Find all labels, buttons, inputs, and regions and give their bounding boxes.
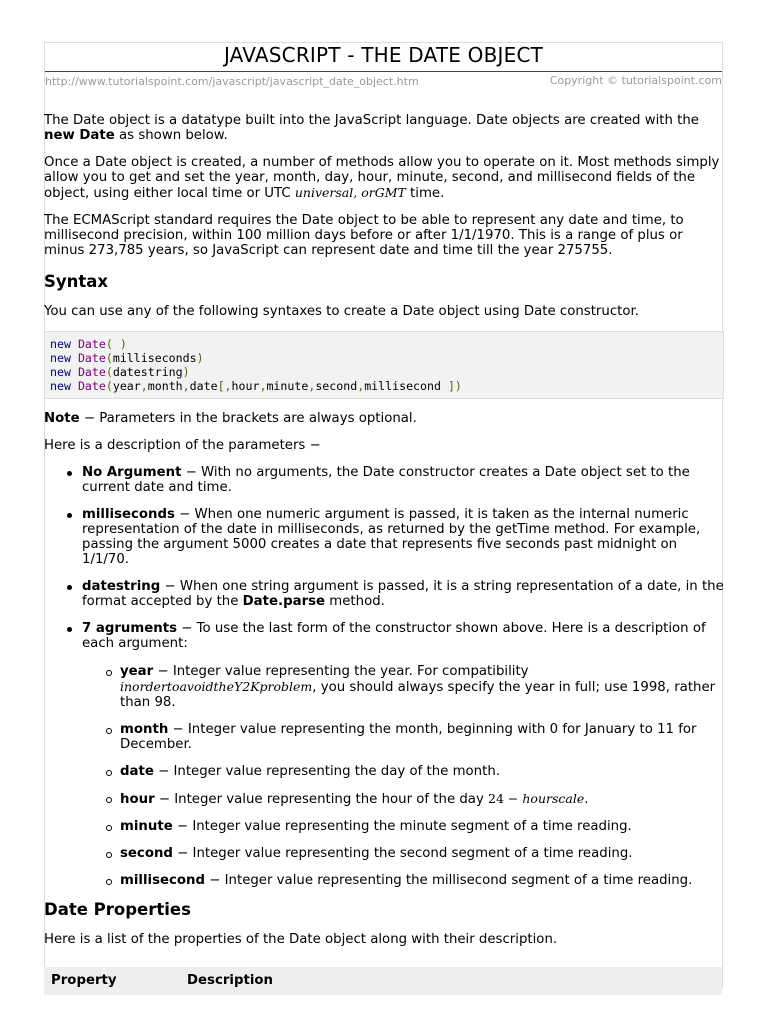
page-title: JAVASCRIPT - THE DATE OBJECT <box>223 43 544 67</box>
intro-text-end: time. <box>405 186 445 201</box>
parameter-list <box>44 465 724 888</box>
list-item: 7 agruments − To use the last form of the constructor shown above. Here is a description of each argument: year − Integer value representing the year. For compatibility inordertoavoidtheY2Kproblem, you should always specify the year in full; use 1998, rather than 98. month − Integer value representing the month, beginning with 0 for January to 11 for December. date − Integer value representing the day of the month. hour − Integer value representing the hour of the day 24 − hourscale. minute − Integer value representing the minute segment of a time reading. second − Integer value representing the second segment of a time reading. millisecond − Integer value representing the millisecond segment of a time reading. <box>82 621 724 888</box>
params-intro: Here is a description of the parameters − <box>44 438 321 453</box>
list-item: datestring − When one string argument is passed, it is a string representation of a date, in the format accepted by the Date.parse method. <box>82 579 724 609</box>
note-text: − Parameters in the brackets are always optional. <box>79 411 417 426</box>
code-line-3: new Date(datestring) <box>50 365 190 379</box>
intro-new-date: new Date <box>44 128 115 143</box>
note-label: Note <box>44 411 80 426</box>
list-item: minute − Integer value representing the minute segment of a time reading. <box>120 819 724 834</box>
column-header-property: Property <box>51 973 117 988</box>
argument-list <box>82 664 724 888</box>
code-line-4: new Date(year,month,date[,hour,minute,second,millisecond ]) <box>50 379 462 393</box>
list-item: milliseconds − When one numeric argument is passed, it is taken as the internal numeric representation of the date in milliseconds, as returned by the getTime method. For example, passing the argument 5000 creates a date that represents five seconds past midnight on 1/1/70. <box>82 507 724 567</box>
utc-formula: universal, orGMT <box>294 185 406 200</box>
intro-paragraph-2 <box>44 155 724 201</box>
properties-table-header <box>44 967 722 995</box>
properties-description: Here is a list of the properties of the Date object along with their description. <box>44 932 558 947</box>
intro-text: Once a Date object is created, a number of methods allow you to operate on it. Most methods simply allow you to get and set the year, month, day, hour, minute, second, and millisecond fields of the object, using either local time or UTC <box>44 155 720 201</box>
code-block <box>44 331 724 399</box>
intro-text: The Date object is a datatype built into the JavaScript language. Date objects are created with the <box>44 113 699 128</box>
column-header-description: Description <box>187 973 274 988</box>
list-item: No Argument − With no arguments, the Date constructor creates a Date object set to the current date and time. <box>82 465 724 495</box>
source-url[interactable]: http://www.tutorialspoint.com/javascript/javascript_date_object.htm <box>45 75 419 88</box>
syntax-description: You can use any of the following syntaxes to create a Date object using Date constructor. <box>44 304 639 319</box>
list-item: second − Integer value representing the second segment of a time reading. <box>120 846 724 861</box>
code-line-2: new Date(milliseconds) <box>50 351 204 365</box>
intro-text-end: as shown below. <box>114 128 228 143</box>
note-paragraph <box>44 411 724 426</box>
syntax-heading: Syntax <box>44 272 109 291</box>
article-body <box>44 113 724 995</box>
list-item: hour − Integer value representing the hour of the day 24 − hourscale. <box>120 791 724 807</box>
list-item: millisecond − Integer value representing the millisecond segment of a time reading. <box>120 873 724 888</box>
list-item: month − Integer value representing the month, beginning with 0 for January to 11 for December. <box>120 722 724 752</box>
list-item: year − Integer value representing the year. For compatibility inordertoavoidtheY2Kproblem, you should always specify the year in full; use 1998, rather than 98. <box>120 664 724 710</box>
properties-heading: Date Properties <box>44 900 191 919</box>
list-item: date − Integer value representing the day of the month. <box>120 764 724 779</box>
intro-paragraph-1 <box>44 113 724 143</box>
code-line-1: new Date( ) <box>50 337 127 351</box>
intro-paragraph-3: The ECMAScript standard requires the Date object to be able to represent any date and time, to millisecond precision, within 100 million days before or after 1/1/1970. This is a range of plus or minus 273,785 years, so JavaScript can represent date and time till the year 275755. <box>44 213 684 258</box>
copyright-notice: Copyright © tutorialspoint.com <box>549 74 722 87</box>
title-divider <box>45 71 722 72</box>
